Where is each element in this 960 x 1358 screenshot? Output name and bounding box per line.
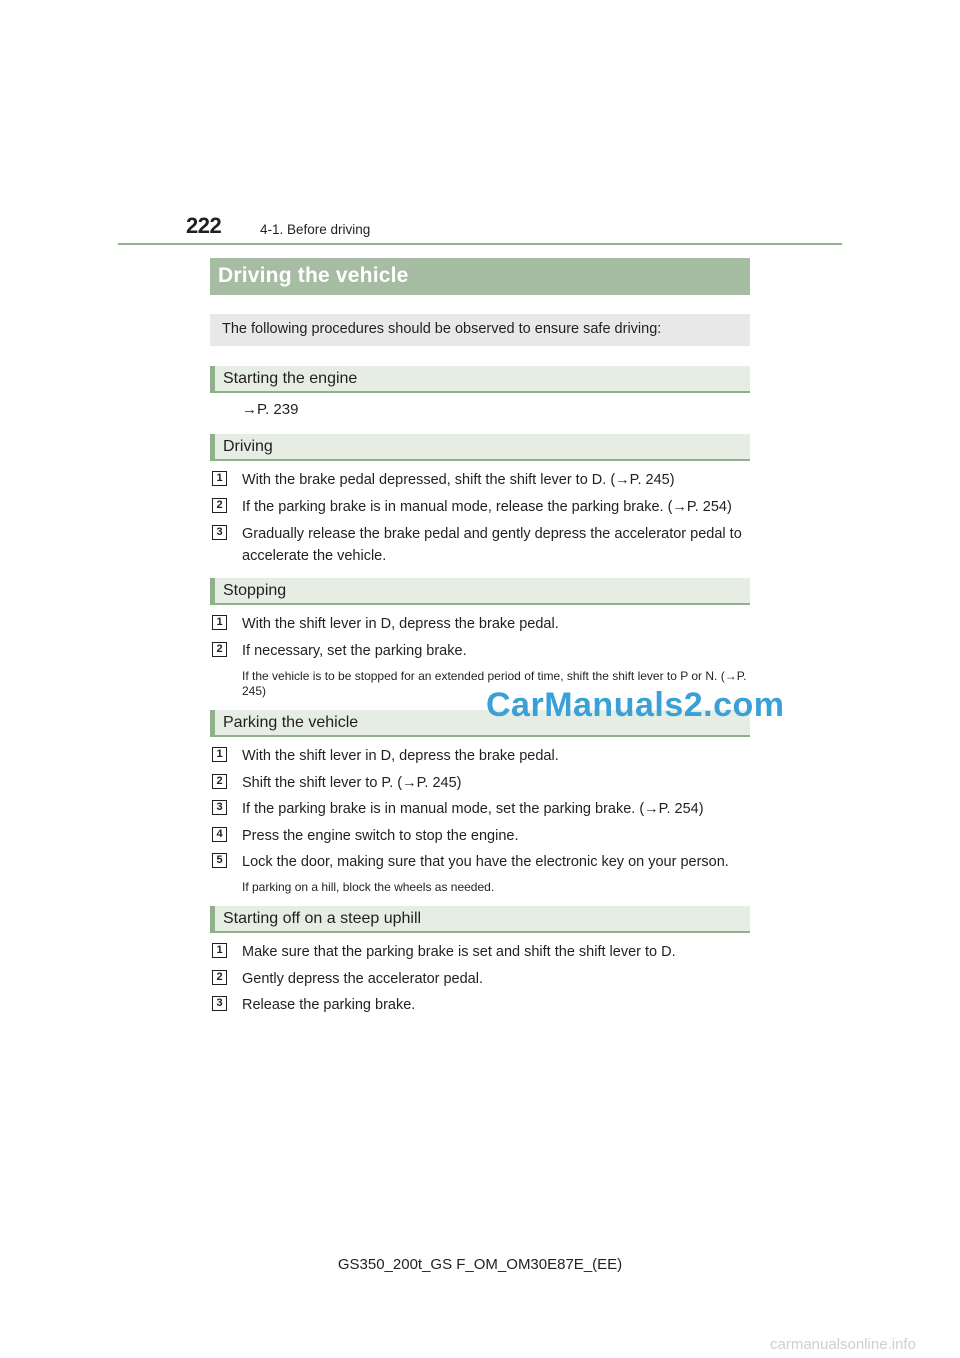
stopping-step-1 [212, 615, 752, 635]
stopping-step-2 [212, 642, 752, 662]
step-number-badge: 4 [212, 827, 227, 842]
parking-step-3 [212, 800, 752, 820]
stopping-note: If the vehicle is to be stopped for an extended period of time, shift the shift lever to P or N. (→P. 245) [242, 669, 747, 698]
driving-step-1 [212, 471, 752, 491]
step-text: Make sure that the parking brake is set and shift the shift lever to D. [242, 944, 676, 960]
step-number-badge: 1 [212, 943, 227, 958]
uphill-step-2 [212, 970, 752, 990]
step-text: Gently depress the accelerator pedal. [242, 971, 483, 987]
footer-site-watermark: carmanualsonline.info [770, 1336, 916, 1353]
step-text: Gradually release the brake pedal and gently depress the accelerator pedal to accelerate the vehicle. [242, 526, 742, 564]
step-text: Shift the shift lever to P. (→P. 245) [242, 775, 462, 791]
uphill-step-1 [212, 943, 752, 963]
footer-document-code: GS350_200t_GS F_OM_OM30E87E_(EE) [337, 1256, 623, 1273]
step-number-badge: 2 [212, 774, 227, 789]
step-text: With the shift lever in D, depress the brake pedal. [242, 616, 559, 632]
section-heading-stopping: Stopping [210, 578, 750, 605]
step-number-badge: 1 [212, 615, 227, 630]
step-number-badge: 3 [212, 996, 227, 1011]
step-number-badge: 1 [212, 747, 227, 762]
section-heading-parking: Parking the vehicle [210, 710, 750, 737]
driving-step-2 [212, 498, 752, 518]
header-divider [118, 243, 842, 245]
page-title: Driving the vehicle [210, 258, 750, 295]
step-text: With the brake pedal depressed, shift the shift lever to D. (→P. 245) [242, 472, 675, 488]
step-text: Press the engine switch to stop the engine. [242, 828, 519, 844]
parking-step-4 [212, 827, 752, 847]
parking-step-5 [212, 853, 752, 873]
step-text: If the parking brake is in manual mode, release the parking brake. (→P. 254) [242, 499, 732, 515]
step-number-badge: 3 [212, 525, 227, 540]
step-text: Lock the door, making sure that you have the electronic key on your person. [242, 854, 729, 870]
page-number: 222 [186, 213, 222, 238]
step-text: If necessary, set the parking brake. [242, 643, 467, 659]
step-number-badge: 1 [212, 471, 227, 486]
section-heading-starting-engine: Starting the engine [210, 366, 750, 393]
parking-note: If parking on a hill, block the wheels as needed. [242, 880, 495, 894]
step-number-badge: 3 [212, 800, 227, 815]
section-heading-driving: Driving [210, 434, 750, 461]
step-number-badge: 2 [212, 642, 227, 657]
driving-step-3 [212, 525, 752, 564]
intro-text: The following procedures should be observed to ensure safe driving: [210, 314, 750, 346]
step-number-badge: 2 [212, 970, 227, 985]
breadcrumb: 4-1. Before driving [260, 222, 371, 237]
parking-step-1 [212, 747, 752, 767]
section-heading-uphill: Starting off on a steep uphill [210, 906, 750, 933]
parking-step-2 [212, 774, 752, 794]
step-text: Release the parking brake. [242, 997, 416, 1013]
watermark-logo: CarManuals2.com [486, 686, 785, 724]
step-number-badge: 5 [212, 853, 227, 868]
step-text: With the shift lever in D, depress the brake pedal. [242, 748, 559, 764]
page-reference-link[interactable]: →P. 239 [242, 401, 299, 418]
step-number-badge: 2 [212, 498, 227, 513]
step-text: If the parking brake is in manual mode, set the parking brake. (→P. 254) [242, 801, 704, 817]
uphill-step-3 [212, 996, 752, 1016]
